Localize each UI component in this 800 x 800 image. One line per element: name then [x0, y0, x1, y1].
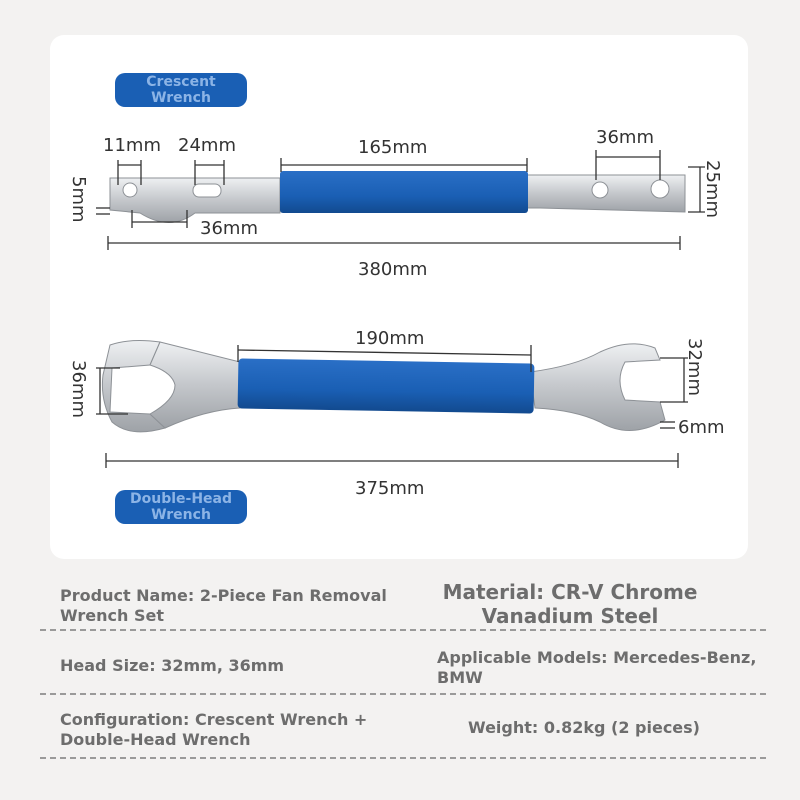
crescent-wrench-label: Crescent Wrench	[115, 73, 247, 107]
dim-375mm: 375mm	[355, 478, 425, 499]
divider	[40, 693, 766, 695]
dim-11mm: 11mm	[103, 135, 161, 156]
dim-36mm-head: 36mm	[68, 360, 89, 418]
dim-5mm: 5mm	[68, 176, 89, 223]
dim-380mm: 380mm	[358, 259, 428, 280]
spec-head-size: Head Size: 32mm, 36mm	[60, 656, 285, 675]
crescent-wrench	[110, 171, 685, 223]
dim-190mm: 190mm	[355, 328, 425, 349]
spec-product-name: Product Name: 2-Piece Fan Removal Wrench Set	[60, 586, 387, 625]
dim-36mm-under: 36mm	[200, 218, 258, 239]
dim-6mm: 6mm	[678, 417, 725, 438]
dim-24mm: 24mm	[178, 135, 236, 156]
double-head-wrench-label: Double-Head Wrench	[115, 490, 247, 524]
divider	[40, 757, 766, 759]
dim-36mm-top: 36mm	[596, 127, 654, 148]
dim-165mm: 165mm	[358, 137, 428, 158]
crescent-handle-grip	[280, 171, 528, 213]
dim-25mm: 25mm	[702, 160, 723, 218]
divider	[40, 629, 766, 631]
spec-material: Material: CR-V Chrome Vanadium Steel	[442, 580, 698, 628]
spec-applicable-models: Applicable Models: Mercedes-Benz, BMW	[437, 648, 757, 687]
double-head-wrench	[102, 341, 665, 432]
dim-32mm: 32mm	[684, 338, 705, 396]
spec-weight: Weight: 0.82kg (2 pieces)	[468, 718, 700, 737]
spec-configuration: Configuration: Crescent Wrench + Double-Head Wrench	[60, 710, 368, 749]
double-head-handle-grip	[238, 358, 535, 413]
